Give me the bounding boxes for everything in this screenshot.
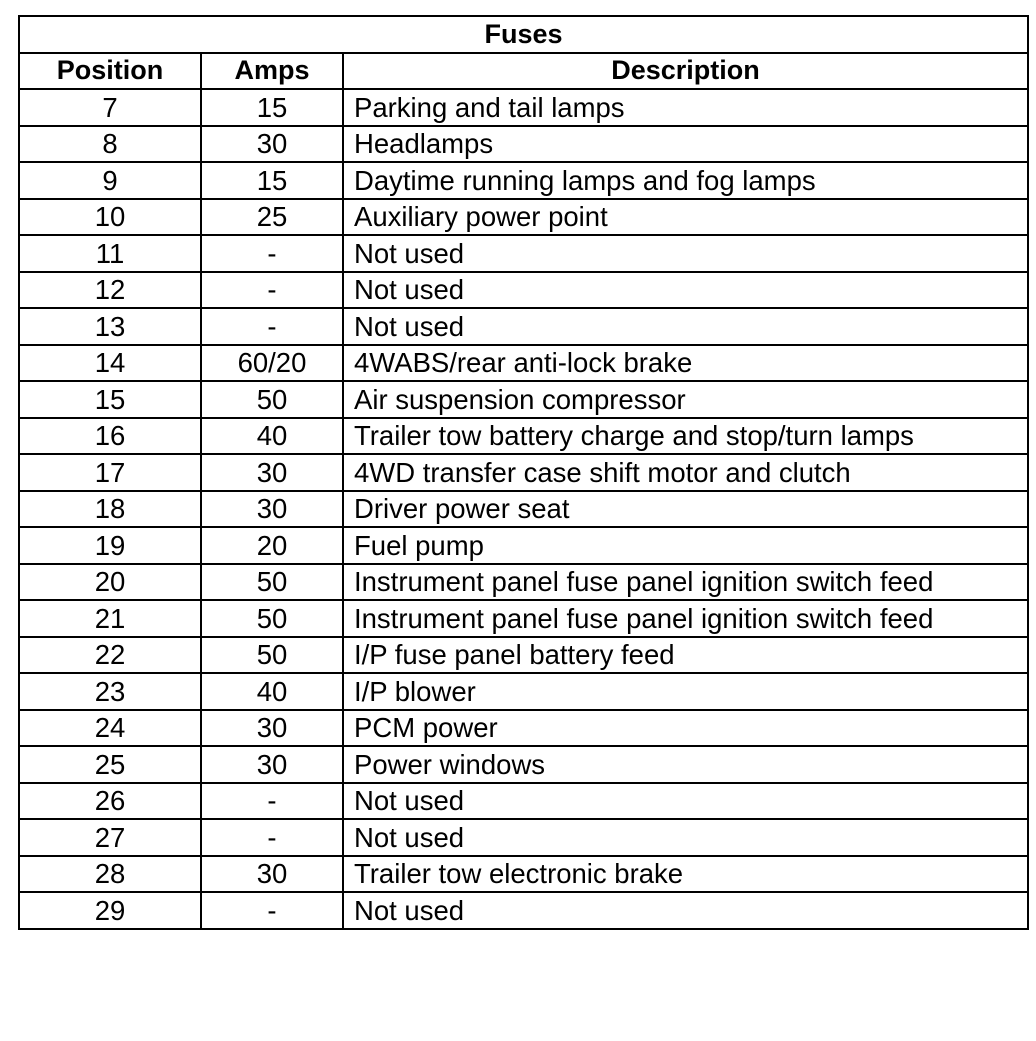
amps-cell: 50 <box>201 564 343 601</box>
amps-cell: - <box>201 783 343 820</box>
description-cell: Headlamps <box>343 126 1028 163</box>
table-row <box>19 746 1028 783</box>
position-cell: 12 <box>19 272 201 309</box>
table-row <box>19 89 1028 126</box>
description-cell: 4WABS/rear anti-lock brake <box>343 345 1028 382</box>
table-row <box>19 381 1028 418</box>
description-cell: Not used <box>343 892 1028 929</box>
amps-cell: 30 <box>201 491 343 528</box>
amps-cell: 50 <box>201 637 343 674</box>
position-cell: 19 <box>19 527 201 564</box>
position-cell: 18 <box>19 491 201 528</box>
table-header-row <box>19 53 1028 90</box>
description-cell: Not used <box>343 308 1028 345</box>
position-cell: 22 <box>19 637 201 674</box>
table-row <box>19 345 1028 382</box>
table-row <box>19 892 1028 929</box>
amps-cell: 40 <box>201 673 343 710</box>
fuses-table <box>18 15 1029 930</box>
description-cell: Air suspension compressor <box>343 381 1028 418</box>
description-cell: Not used <box>343 783 1028 820</box>
amps-cell: 30 <box>201 856 343 893</box>
amps-cell: 15 <box>201 89 343 126</box>
description-cell: Auxiliary power point <box>343 199 1028 236</box>
description-cell: 4WD transfer case shift motor and clutch <box>343 454 1028 491</box>
amps-cell: 60/20 <box>201 345 343 382</box>
table-title: Fuses <box>19 16 1028 53</box>
fuses-table-container <box>18 15 1029 930</box>
amps-cell: - <box>201 308 343 345</box>
amps-cell: 50 <box>201 381 343 418</box>
amps-cell: 25 <box>201 199 343 236</box>
amps-column-header: Amps <box>201 53 343 90</box>
description-cell: Not used <box>343 235 1028 272</box>
amps-cell: 30 <box>201 710 343 747</box>
description-cell: PCM power <box>343 710 1028 747</box>
position-cell: 24 <box>19 710 201 747</box>
amps-cell: - <box>201 819 343 856</box>
description-cell: Driver power seat <box>343 491 1028 528</box>
table-row <box>19 126 1028 163</box>
description-cell: Power windows <box>343 746 1028 783</box>
position-cell: 13 <box>19 308 201 345</box>
table-title-row <box>19 16 1028 53</box>
table-row <box>19 491 1028 528</box>
amps-cell: - <box>201 892 343 929</box>
description-cell: Fuel pump <box>343 527 1028 564</box>
position-cell: 7 <box>19 89 201 126</box>
amps-cell: - <box>201 272 343 309</box>
description-cell: I/P fuse panel battery feed <box>343 637 1028 674</box>
table-row <box>19 673 1028 710</box>
position-cell: 25 <box>19 746 201 783</box>
fuse-rows <box>19 89 1028 929</box>
position-cell: 16 <box>19 418 201 455</box>
description-cell: Not used <box>343 272 1028 309</box>
table-row <box>19 308 1028 345</box>
position-cell: 20 <box>19 564 201 601</box>
description-cell: Instrument panel fuse panel ignition switch feed <box>343 600 1028 637</box>
position-cell: 17 <box>19 454 201 491</box>
table-row <box>19 199 1028 236</box>
amps-cell: 30 <box>201 746 343 783</box>
description-cell: Daytime running lamps and fog lamps <box>343 162 1028 199</box>
table-row <box>19 235 1028 272</box>
position-cell: 11 <box>19 235 201 272</box>
table-row <box>19 819 1028 856</box>
table-row <box>19 856 1028 893</box>
description-cell: Parking and tail lamps <box>343 89 1028 126</box>
description-cell: Not used <box>343 819 1028 856</box>
position-cell: 23 <box>19 673 201 710</box>
position-cell: 26 <box>19 783 201 820</box>
amps-cell: 30 <box>201 454 343 491</box>
table-row <box>19 564 1028 601</box>
position-cell: 15 <box>19 381 201 418</box>
amps-cell: 50 <box>201 600 343 637</box>
position-cell: 9 <box>19 162 201 199</box>
position-cell: 28 <box>19 856 201 893</box>
position-column-header: Position <box>19 53 201 90</box>
description-cell: Trailer tow battery charge and stop/turn lamps <box>343 418 1028 455</box>
position-cell: 29 <box>19 892 201 929</box>
table-row <box>19 637 1028 674</box>
table-row <box>19 418 1028 455</box>
position-cell: 14 <box>19 345 201 382</box>
amps-cell: 15 <box>201 162 343 199</box>
position-cell: 10 <box>19 199 201 236</box>
description-cell: Trailer tow electronic brake <box>343 856 1028 893</box>
amps-cell: 20 <box>201 527 343 564</box>
position-cell: 8 <box>19 126 201 163</box>
amps-cell: - <box>201 235 343 272</box>
amps-cell: 40 <box>201 418 343 455</box>
table-row <box>19 454 1028 491</box>
amps-cell: 30 <box>201 126 343 163</box>
position-cell: 27 <box>19 819 201 856</box>
description-cell: I/P blower <box>343 673 1028 710</box>
position-cell: 21 <box>19 600 201 637</box>
table-row <box>19 272 1028 309</box>
table-row <box>19 527 1028 564</box>
description-cell: Instrument panel fuse panel ignition switch feed <box>343 564 1028 601</box>
table-row <box>19 162 1028 199</box>
table-row <box>19 783 1028 820</box>
description-column-header: Description <box>343 53 1028 90</box>
table-row <box>19 710 1028 747</box>
table-row <box>19 600 1028 637</box>
